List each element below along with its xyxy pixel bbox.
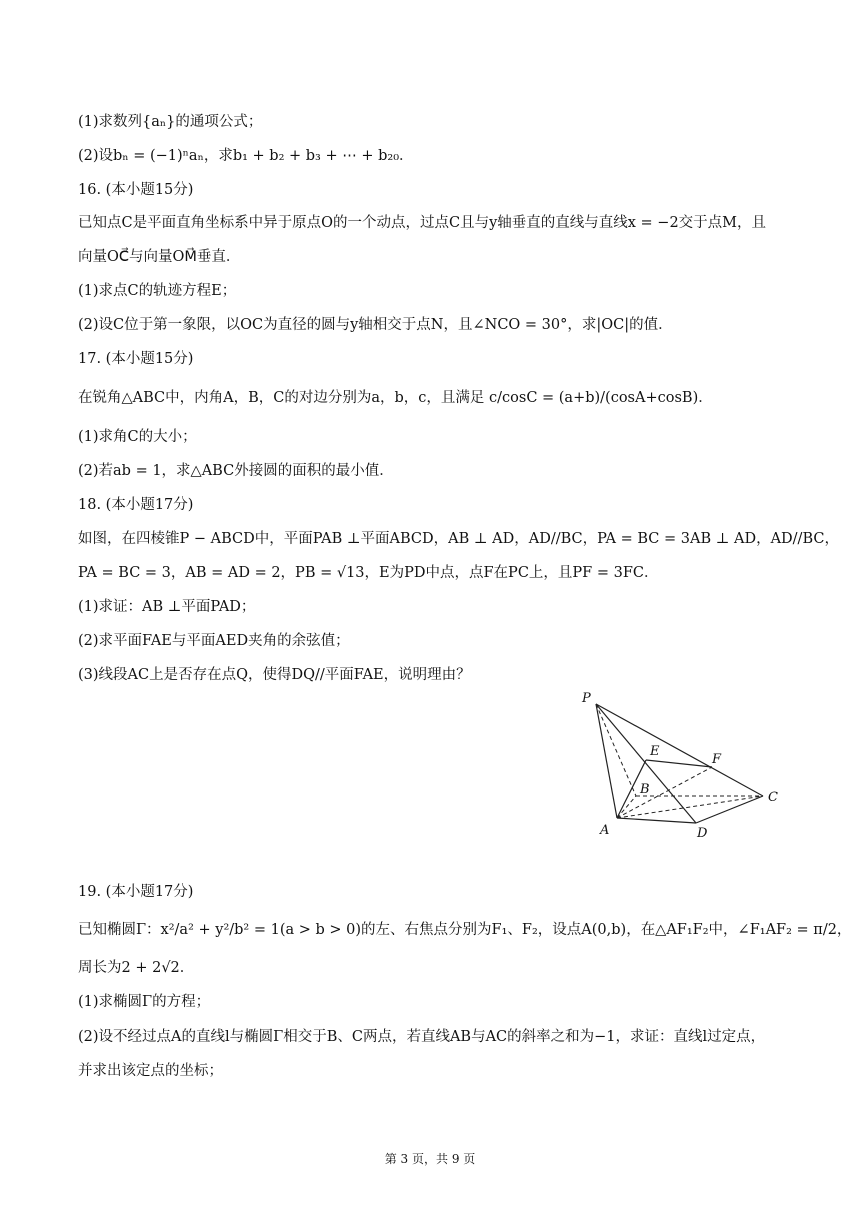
- section-heading: 17. (本小题15分): [78, 351, 194, 367]
- label-A: A: [600, 823, 610, 838]
- edge-AF: [617, 767, 712, 818]
- pyramid-diagram: [570, 684, 790, 844]
- edge-PC: [596, 704, 763, 796]
- text-line: (2)若ab = 1，求△ABC外接圆的面积的最小值．: [78, 463, 394, 479]
- label-B: B: [640, 782, 650, 797]
- text-line: (1)求数列{aₙ}的通项公式；: [78, 114, 263, 130]
- text-line: 在锐角△ABC中，内角A，B，C的对边分别为a，b，c，且满足 c/cosC = (a+b)/(cosA+cosB)．: [78, 390, 713, 406]
- text-line: (2)设不经过点A的直线l与椭圆Γ相交于B、C两点，若直线AB与AC的斜率之和为−1，求证：直线l过定点，: [78, 1029, 766, 1045]
- text-line: (2)求平面FAE与平面AED夹角的余弦值；: [78, 633, 350, 649]
- section-heading: 19. (本小题17分): [78, 884, 194, 900]
- text-line: 并求出该定点的坐标；: [78, 1063, 223, 1079]
- text-line: (1)求角C的大小；: [78, 429, 197, 445]
- text-line: 已知椭圆Γ：x²/a² + y²/b² = 1(a > b > 0)的左、右焦点分别为F₁、F₂，设点A(0,b)，在△AF₁F₂中，∠F₁AF₂ = π/2，: [78, 922, 852, 938]
- label-D: D: [697, 826, 708, 841]
- section-heading: 18. (本小题17分): [78, 497, 194, 513]
- text-line: (1)求证：AB ⊥平面PAD；: [78, 599, 256, 615]
- label-P: P: [582, 691, 591, 706]
- edge-AD: [617, 818, 696, 823]
- page-footer: 第 3 页，共 9 页: [384, 1152, 476, 1166]
- edge-PA: [596, 704, 617, 818]
- text-line: 周长为2 + 2√2．: [78, 960, 195, 976]
- text-line: (1)求椭圆Γ的方程；: [78, 994, 211, 1010]
- text-line: 已知点C是平面直角坐标系中异于原点O的一个动点，过点C且与y轴垂直的直线与直线x = −2交于点M，且: [78, 215, 767, 231]
- edge-EF: [646, 760, 712, 767]
- text-line: (2)设bₙ = (−1)ⁿaₙ，求b₁ + b₂ + b₃ + ⋯ + b₂₀．: [78, 148, 414, 164]
- edge-AC: [617, 796, 763, 818]
- text-line: 如图，在四棱锥P − ABCD中，平面PAB ⊥平面ABCD，AB ⊥ AD，AD//BC，PA = BC = 3AB ⊥ AD，AD//BC，: [78, 531, 839, 547]
- pyramid-figure: [570, 684, 790, 844]
- label-E: E: [650, 744, 660, 759]
- text-line: 向量OC⃗与向量OM⃗垂直．: [78, 249, 241, 265]
- text-line: (1)求点C的轨迹方程E；: [78, 283, 237, 299]
- text-line: PA = BC = 3，AB = AD = 2，PB = √13，E为PD中点，点F在PC上，且PF = 3FC．: [78, 565, 659, 581]
- section-heading: 16. (本小题15分): [78, 182, 194, 198]
- text-line: (2)设C位于第一象限，以OC为直径的圆与y轴相交于点N，且∠NCO = 30°，求|OC|的值．: [78, 317, 673, 333]
- edge-PB: [596, 704, 636, 796]
- text-line: (3)线段AC上是否存在点Q，使得DQ//平面FAE，说明理由？: [78, 667, 471, 683]
- label-F: F: [712, 752, 722, 767]
- edge-DC: [696, 796, 763, 823]
- label-C: C: [768, 790, 778, 805]
